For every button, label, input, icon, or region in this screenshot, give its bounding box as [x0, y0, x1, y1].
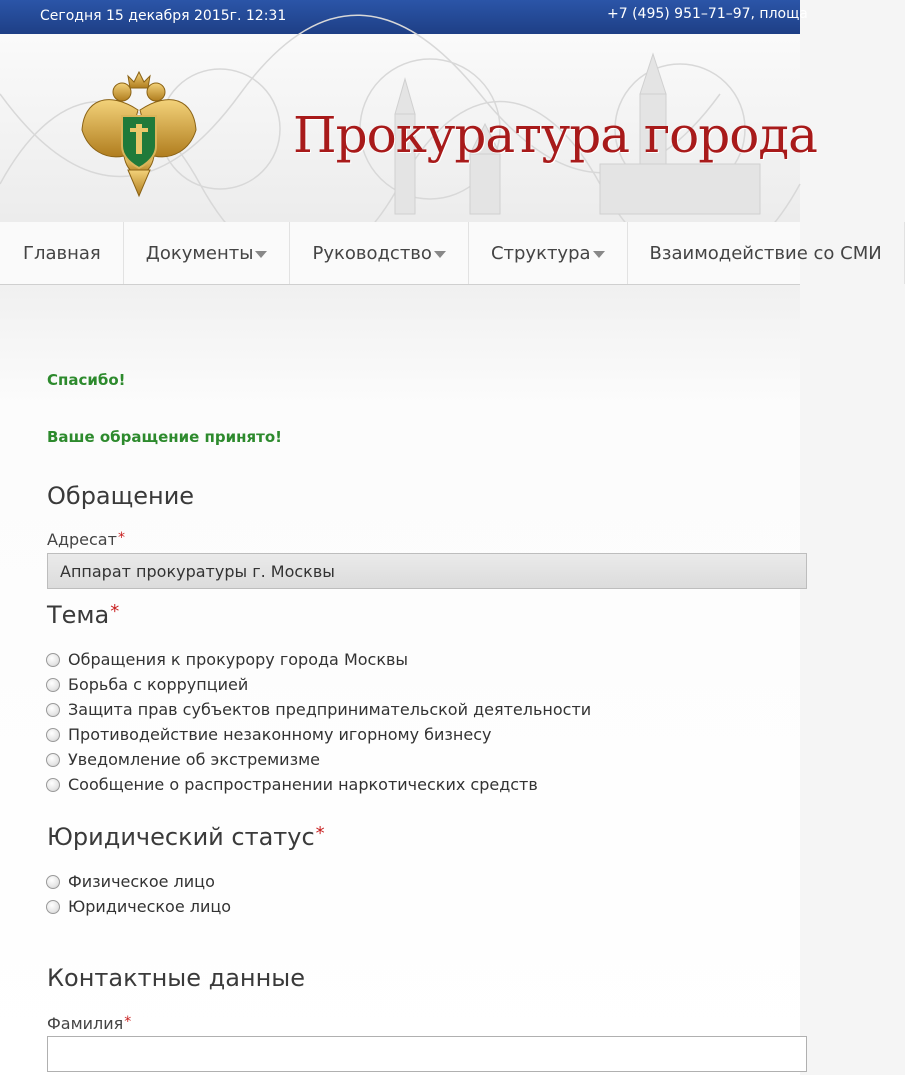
- top-info-bar: [0, 0, 808, 34]
- legal-status-title-text: Юридический статус: [47, 823, 315, 851]
- surname-input[interactable]: [47, 1036, 807, 1072]
- radio-button[interactable]: [46, 875, 60, 889]
- main-nav: [0, 222, 882, 285]
- site-header: [0, 34, 817, 223]
- required-mark: *: [117, 530, 125, 546]
- caret-down-icon: [434, 251, 446, 258]
- nav-item-documents[interactable]: [124, 222, 291, 284]
- topic-option[interactable]: [46, 675, 248, 694]
- nav-item-media[interactable]: [628, 222, 905, 284]
- radio-button[interactable]: [46, 703, 60, 717]
- topic-title: [47, 601, 119, 629]
- site-title[interactable]: Прокуратура города: [293, 106, 817, 164]
- legal-status-title: [47, 823, 325, 851]
- topic-option[interactable]: [46, 700, 591, 719]
- radio-button[interactable]: [46, 753, 60, 767]
- eagle-emblem-icon[interactable]: [78, 70, 200, 198]
- topic-option-label: Обращения к прокурору города Москвы: [68, 650, 409, 669]
- surname-label: [47, 1014, 131, 1033]
- addressee-label-text: Адресат: [47, 530, 117, 549]
- nav-item-home[interactable]: [0, 222, 124, 284]
- accepted-message: Ваше обращение принято!: [47, 428, 282, 446]
- topic-option[interactable]: [46, 725, 491, 744]
- topic-option-label: Сообщение о распространении наркотических средств: [68, 775, 538, 794]
- contact-phone[interactable]: +7 (495) 951–71–97, площа: [607, 6, 808, 22]
- nav-item-label: Структура: [490, 242, 591, 264]
- nav-item-label: Руководство: [312, 242, 432, 264]
- radio-button[interactable]: [46, 653, 60, 667]
- required-mark: *: [315, 823, 325, 844]
- radio-button[interactable]: [46, 678, 60, 692]
- nav-item-label: Главная: [23, 242, 101, 264]
- topic-title-text: Тема: [47, 601, 110, 629]
- topic-option[interactable]: [46, 775, 538, 794]
- radio-button[interactable]: [46, 728, 60, 742]
- main-content: [0, 285, 800, 1075]
- topic-option-label: Борьба с коррупцией: [68, 675, 249, 694]
- topic-option[interactable]: [46, 750, 320, 769]
- topic-option-label: Защита прав субъектов предпринимательской деятельности: [68, 700, 592, 719]
- required-mark: *: [124, 1014, 132, 1030]
- nav-item-label: Взаимодействие со СМИ: [649, 242, 882, 264]
- legal-status-option[interactable]: [46, 897, 231, 916]
- legal-status-option-label: Юридическое лицо: [68, 897, 232, 916]
- topic-option[interactable]: [46, 650, 408, 669]
- radio-button[interactable]: [46, 900, 60, 914]
- legal-status-option-label: Физическое лицо: [68, 872, 215, 891]
- addressee-label: [47, 530, 125, 549]
- addressee-select[interactable]: Аппарат прокуратуры г. Москвы: [47, 553, 807, 589]
- thanks-message: Спасибо!: [47, 371, 126, 389]
- current-date: Сегодня 15 декабря 2015г. 12:31: [40, 8, 287, 24]
- section-title-appeal: Обращение: [47, 482, 195, 510]
- caret-down-icon: [593, 251, 605, 258]
- caret-down-icon: [255, 251, 267, 258]
- surname-label-text: Фамилия: [47, 1014, 124, 1033]
- legal-status-option[interactable]: [46, 872, 215, 891]
- nav-item-leadership[interactable]: [290, 222, 468, 284]
- nav-item-label: Документы: [145, 242, 254, 264]
- required-mark: *: [110, 601, 120, 622]
- topic-option-label: Противодействие незаконному игорному бизнесу: [68, 725, 492, 744]
- radio-button[interactable]: [46, 778, 60, 792]
- nav-item-structure[interactable]: [469, 222, 628, 284]
- section-title-contacts: Контактные данные: [47, 964, 306, 992]
- topic-option-label: Уведомление об экстремизме: [68, 750, 320, 769]
